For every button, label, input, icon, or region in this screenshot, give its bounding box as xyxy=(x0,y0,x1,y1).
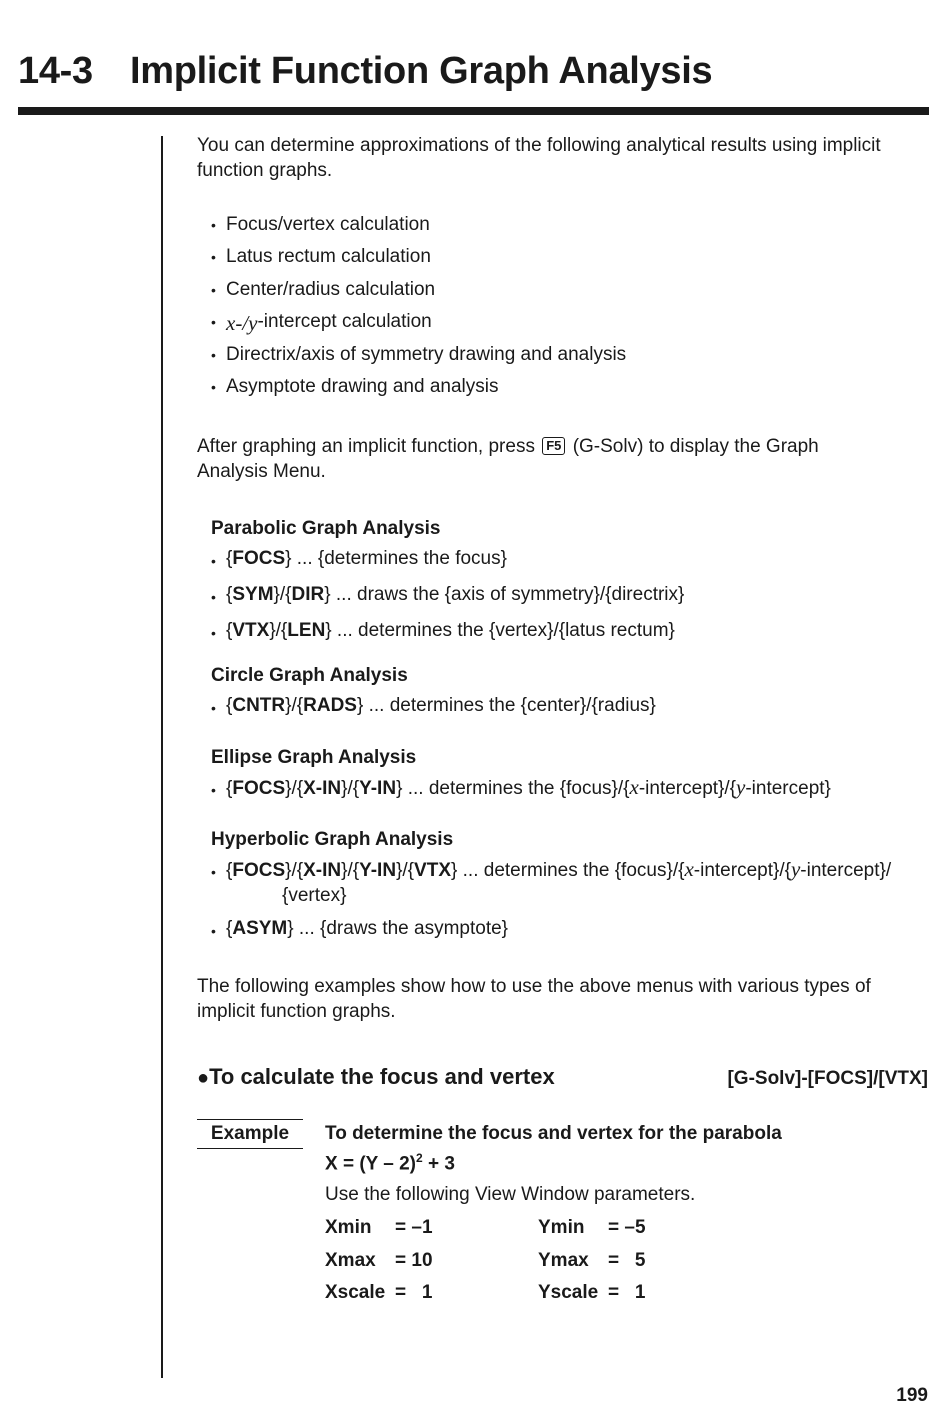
formula: X = (Y – 2)$^2$ + 3 xyxy=(325,1151,455,1175)
group-heading: Ellipse Graph Analysis xyxy=(211,747,417,768)
page-number: 199 xyxy=(896,1385,928,1406)
group-heading: Parabolic Graph Analysis xyxy=(211,518,441,539)
view-window-params xyxy=(325,1217,751,1315)
menu-item: • {FOCS} ... {determines the focus} xyxy=(211,548,507,569)
parabolic-group xyxy=(211,514,931,654)
key-sequence: [G-Solv]-[FOCS]/[VTX] xyxy=(727,1068,928,1089)
table-row: Xscale = 1 Yscale = 1 xyxy=(325,1282,646,1303)
menu-item: • {VTX}/{LEN} ... determines the {vertex}/{latus rectum} xyxy=(211,620,675,641)
section-heading: ●To calculate the focus and vertex xyxy=(197,1064,555,1089)
menu-item: • {FOCS}/{X-IN}/{Y-IN} ... determines the {focus}/{x-intercept}/{y-intercept} xyxy=(211,775,831,799)
hyperbolic-group xyxy=(211,825,931,952)
list-item: • x-/y -intercept calculation xyxy=(211,311,432,336)
example-title: To determine the focus and vertex for the parabola X = (Y – 2)$^2$ + 3 xyxy=(325,1123,782,1175)
table-row: Xmax = 10 Ymax = 5 xyxy=(325,1249,646,1271)
after-graph-paragraph: After graphing an implicit function, press F5 (G-Solv) to display the Graph Analysis Menu. xyxy=(197,436,819,482)
example-instruction: Use the following View Window parameters. xyxy=(325,1184,696,1205)
following-paragraph: The following examples show how to use the above menus with various types of implicit function graphs. xyxy=(197,976,871,1022)
list-item: • Latus rectum calculation xyxy=(211,246,431,268)
intro-paragraph xyxy=(197,133,927,183)
menu-item: • {ASYM} ... {draws the asymptote} xyxy=(211,918,509,939)
group-heading: Circle Graph Analysis xyxy=(211,665,408,686)
bullet-icon: ● xyxy=(197,1067,210,1089)
f5-key-icon: F5 xyxy=(542,437,565,455)
menu-item: • {FOCS}/{X-IN}/{Y-IN}/{VTX} ... determines the {focus}/{x-intercept}/{y-intercept}/ {vertex} xyxy=(211,857,892,906)
table-row: Xmin = –1 Ymin = –5 xyxy=(325,1217,646,1238)
example-label: Example xyxy=(197,1119,303,1149)
section-title: Implicit Function Graph Analysis xyxy=(130,50,713,92)
section-number: 14-3 xyxy=(18,50,93,92)
intro-line-2: function graphs. xyxy=(197,160,333,181)
title-rule xyxy=(18,107,929,115)
group-heading: Hyperbolic Graph Analysis xyxy=(211,829,454,850)
intro-line-1: You can determine approximations of the following analytical results using implicit xyxy=(197,135,881,156)
analysis-list xyxy=(211,214,931,408)
margin-rule xyxy=(161,136,163,1378)
xy-variable: x-/y xyxy=(226,311,258,336)
list-item: • Center/radius calculation xyxy=(211,278,436,300)
list-item: • Focus/vertex calculation xyxy=(211,214,430,235)
circle-group xyxy=(211,661,931,729)
menu-item: • {SYM}/{DIR} ... draws the {axis of symmetry}/{directrix} xyxy=(211,584,685,605)
ellipse-group xyxy=(211,743,931,811)
menu-item: • {CNTR}/{RADS} ... determines the {center}/{radius} xyxy=(211,695,656,716)
list-item: • Directrix/axis of symmetry drawing and analysis xyxy=(211,343,627,365)
page-title xyxy=(18,50,712,93)
list-item: • Asymptote drawing and analysis xyxy=(211,375,499,397)
